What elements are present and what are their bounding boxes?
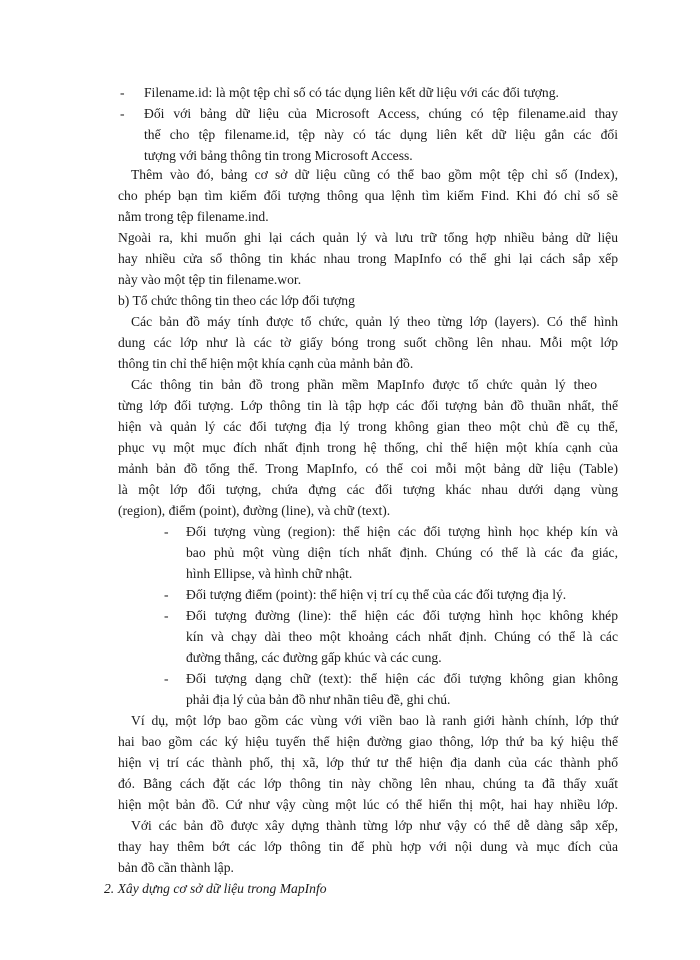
paragraph-line: nằm trong tệp filename.ind.: [118, 209, 269, 224]
bullet-dash: -: [120, 106, 125, 121]
bullet-line: Filename.id: là một tệp chỉ số có tác dụng liên kết dữ liệu với các đối tượng.: [144, 85, 559, 100]
bullet-dash: -: [164, 587, 169, 602]
bullet-line: Đối tượng dạng chữ (text): thể hiện các đối tượng không gian không: [186, 671, 618, 686]
bullet-dash: -: [164, 671, 169, 686]
bullet-line: Đối với bảng dữ liệu của Microsoft Access, chúng có tệp filename.aid thay: [144, 106, 618, 121]
paragraph-line: thông tin chỉ thể hiện một khía cạnh của mảnh bản đồ.: [118, 356, 414, 371]
paragraph-line: Ngoài ra, khi muốn ghi lại cách quản lý và lưu trữ tổng hợp nhiều bảng dữ liệu: [118, 230, 618, 245]
paragraph-line: dung các lớp như là các tờ giấy bóng trong suốt chồng lên nhau. Mỗi một lớp: [118, 335, 618, 350]
paragraph-line: hiện vị trí các thành phố, thị xã, lớp thứ tư thể hiện địa danh của các thành phố: [118, 755, 618, 770]
bullet-line: phải địa lý của bản đồ như nhãn tiêu đề, ghi chú.: [186, 692, 451, 707]
section-title: b) Tổ chức thông tin theo các lớp đối tượng: [118, 293, 355, 308]
paragraph-line: hai bao gồm các ký hiệu tuyến thể hiện đường giao thông, lớp thứ ba ký hiệu thể: [118, 734, 618, 749]
paragraph-line: Với các bản đồ được xây dựng thành từng lớp như vậy có thể dễ dàng sắp xếp,: [131, 818, 618, 833]
bullet-dash: -: [120, 85, 125, 100]
bullet-line: kín và chạy dài theo một khoảng cách nhất định. Chúng có thể là các: [186, 629, 618, 644]
paragraph-line: Ví dụ, một lớp bao gồm các vùng với viền bao là ranh giới hành chính, lớp thứ: [131, 713, 618, 728]
bullet-dash: -: [164, 608, 169, 623]
paragraph-line: từng lớp đối tượng. Lớp thông tin là tập hợp các đối tượng bản đồ thuần nhất, thể: [118, 398, 618, 413]
section-heading: 2. Xây dựng cơ sở dữ liệu trong MapInfo: [104, 881, 327, 896]
bullet-line: Đối tượng vùng (region): thể hiện các đối tượng hình học khép kín và: [186, 524, 618, 539]
paragraph-line: đó. Bằng cách đặt các lớp thông tin này chồng lên nhau, chúng ta đã thấy xuất: [118, 776, 618, 791]
paragraph-line: thay hay thêm bớt các lớp thông tin để phù hợp với nội dung và mục đích của: [118, 839, 618, 854]
paragraph-line: bản đồ cần thành lập.: [118, 860, 234, 875]
bullet-line: đường thẳng, các đường gấp khúc và các cung.: [186, 650, 442, 665]
paragraph-line: Các bản đồ máy tính được tổ chức, quản lý theo từng lớp (layers). Có thể hình: [131, 314, 618, 329]
bullet-line: hình Ellipse, và hình chữ nhật.: [186, 566, 353, 581]
bullet-line: Đối tượng đường (line): thể hiện các đối tượng hình học không khép: [186, 608, 618, 623]
paragraph-line: (region), điểm (point), đường (line), và chữ (text).: [118, 503, 391, 518]
paragraph-line: phục vụ một mục đích nhất định trong hệ thống, chỉ thể hiện một khía cạnh của: [118, 440, 618, 455]
bullet-line: bao phủ một vùng diện tích nhất định. Chúng có thể là các đa giác,: [186, 545, 618, 560]
bullet-dash: -: [164, 524, 169, 539]
paragraph-line: Các thông tin bản đồ trong phần mềm MapInfo được tổ chức quản lý theo: [131, 377, 597, 392]
paragraph-line: hiện và quản lý các đối tượng địa lý trong không gian theo một chủ đề cụ thể,: [118, 419, 618, 434]
paragraph-line: này vào một tệp tin filename.wor.: [118, 272, 302, 287]
paragraph-line: mảnh bản đồ tổng thể. Trong MapInfo, có thể coi mỗi một bảng dữ liệu (Table): [118, 461, 618, 476]
paragraph-line: hay nhiều cửa sổ thông tin khác nhau trong MapInfo có thể ghi lại cách sắp xếp: [118, 251, 618, 266]
bullet-line: Đối tượng điểm (point): thể hiện vị trí cụ thể của các đối tượng địa lý.: [186, 587, 567, 602]
bullet-line: tượng với bảng thông tin trong Microsoft Access.: [144, 148, 413, 163]
bullet-line: thế cho tệp filename.id, tệp này có tác dụng liên kết dữ liệu gắn các đối: [144, 127, 618, 142]
paragraph-line: hiện một bản đồ. Cứ như vậy cùng một lúc có thể hiển thị một, hai hay nhiều lớp.: [118, 797, 618, 812]
paragraph-line: cho phép bạn tìm kiếm đối tượng thông qua lệnh tìm kiếm Find. Khi đó chỉ số sẽ: [118, 188, 618, 203]
paragraph-line: Thêm vào đó, bảng cơ sở dữ liệu cũng có thể bao gồm một tệp chỉ số (Index),: [131, 167, 618, 182]
paragraph-line: là một lớp đối tượng, chứa đựng các đối tượng khác nhau dưới dạng vùng: [118, 482, 618, 497]
